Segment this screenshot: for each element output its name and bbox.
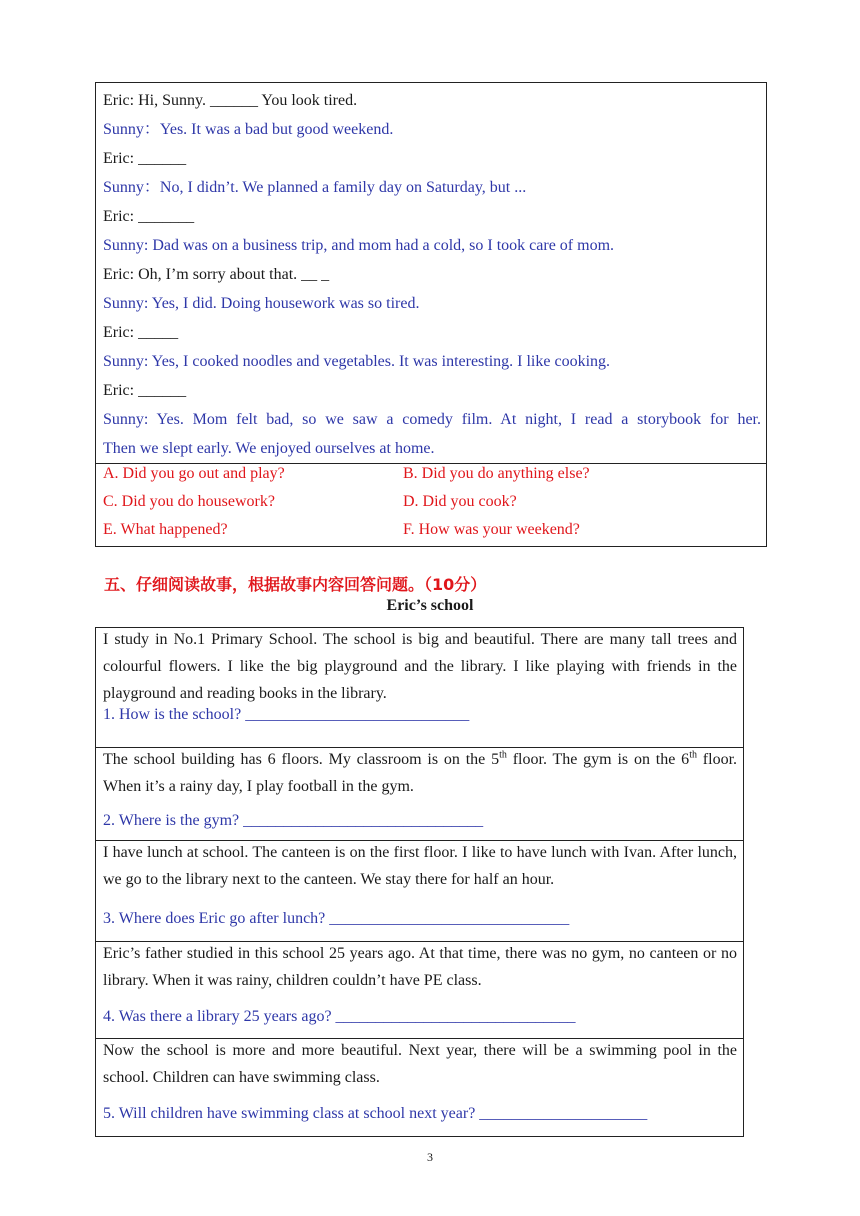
option-c: C. Did you do housework? xyxy=(103,493,275,510)
row-2-paragraph: The school building has 6 floors. My classroom is on the 5th floor. The gym is on the 6th floor. When it’s a rainy day, I play football in the gym. xyxy=(103,749,738,795)
row-3-paragraph: I have lunch at school. The canteen is on the first floor. I like to have lunch with Ivan. After lunch, we go to the library next to the canteen. We stay there for half an hour. xyxy=(103,844,737,888)
question-4: 4. Was there a library 25 years ago? ______________________________ xyxy=(103,1008,576,1025)
question-1: 1. How is the school? ____________________________ xyxy=(103,706,470,723)
option-b: B. Did you do anything else? xyxy=(403,465,590,482)
row-4-paragraph: Eric’s father studied in this school 25 years ago. At that time, there was no gym, no canteen or no library. When it was rainy, children couldn’t have PE class. xyxy=(103,945,737,989)
dialogue-line-9: Eric: _____ xyxy=(103,324,179,341)
option-e: E. What happened? xyxy=(103,521,228,538)
question-2: 2. Where is the gym? ______________________________ xyxy=(103,812,484,829)
dialogue-line-12: Sunny: Yes. Mom felt bad, so we saw a comedy film. At night, I read a storybook for her. xyxy=(103,411,761,428)
option-d: D. Did you cook? xyxy=(403,493,517,510)
dialogue-line-1: Eric: Hi, Sunny. ______ You look tired. xyxy=(103,92,358,109)
dialogue-line-6: Sunny: Dad was on a business trip, and mom had a cold, so I took care of mom. xyxy=(103,237,615,254)
question-3: 3. Where does Eric go after lunch? ______________________________ xyxy=(103,910,570,927)
dialogue-line-4: Sunny：No, I didn’t. We planned a family day on Saturday, but ... xyxy=(103,179,527,196)
dialogue-line-5: Eric: _______ xyxy=(103,208,195,225)
reading-table xyxy=(95,627,744,1137)
section-heading: 五、仔细阅读故事，根据故事内容回答问题。（10分） xyxy=(104,575,487,594)
row-1-paragraph: I study in No.1 Primary School. The school is big and beautiful. There are many tall trees and colourful flowers. I like the big playground and the library. I like playing with friends in the playground and reading books in the library. xyxy=(103,631,737,702)
dialogue-line-8: Sunny: Yes, I did. Doing housework was so tired. xyxy=(103,295,420,312)
question-5: 5. Will children have swimming class at school next year? _____________________ xyxy=(103,1105,648,1122)
row-5-paragraph: Now the school is more and more beautiful. Next year, there will be a swimming pool in the school. Children can have swimming class. xyxy=(103,1042,737,1086)
option-a: A. Did you go out and play? xyxy=(103,465,285,482)
page-number: 3 xyxy=(427,1150,433,1164)
dialogue-line-10: Sunny: Yes, I cooked noodles and vegetables. It was interesting. I like cooking. xyxy=(103,353,611,370)
dialogue-line-11: Eric: ______ xyxy=(103,382,187,399)
dialogue-line-13: Then we slept early. We enjoyed ourselves at home. xyxy=(103,440,435,457)
dialogue-line-2: Sunny：Yes. It was a bad but good weekend. xyxy=(103,121,394,138)
dialogue-box xyxy=(95,82,767,547)
dialogue-line-7: Eric: Oh, I’m sorry about that. __ _ xyxy=(103,266,330,283)
dialogue-line-3: Eric: ______ xyxy=(103,150,187,167)
option-f: F. How was your weekend? xyxy=(403,521,580,538)
story-title: Eric’s school xyxy=(386,597,474,614)
